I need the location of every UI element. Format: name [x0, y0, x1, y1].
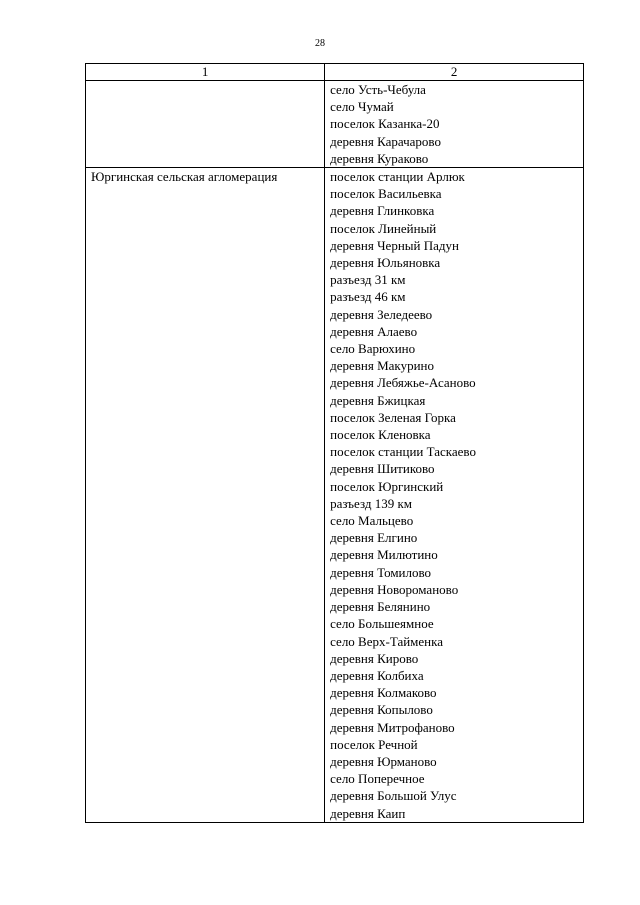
agglomeration-cell — [86, 168, 325, 823]
settlement-item: деревня Бжицкая — [330, 392, 426, 408]
settlement-item: деревня Карачарово — [330, 133, 441, 149]
settlement-item: деревня Елгино — [330, 530, 418, 546]
settlement-item: поселок Линейный — [330, 220, 437, 236]
settlement-item: деревня Колмаково — [330, 685, 437, 701]
settlement-item: деревня Лебяжье-Асаново — [330, 375, 476, 391]
settlement-item: разъезд 46 км — [330, 289, 406, 305]
column-header-1: 1 — [86, 64, 325, 81]
settlement-item: деревня Макурино — [330, 358, 434, 374]
settlement-item: поселок Речной — [330, 736, 418, 752]
settlement-item: деревня Новороманово — [330, 581, 459, 597]
settlement-item: поселок Кленовка — [330, 427, 431, 443]
settlement-item: село Большеямное — [330, 616, 434, 632]
settlement-item: поселок Зеленая Горка — [330, 409, 456, 425]
settlement-item: деревня Юльяновка — [330, 255, 441, 271]
settlement-item: поселок станции Таскаево — [330, 444, 476, 460]
settlement-item: деревня Митрофаново — [330, 719, 455, 735]
settlement-list — [330, 81, 578, 167]
settlement-item: поселок Казанка-20 — [330, 116, 440, 132]
settlement-item: село Чумай — [330, 99, 394, 115]
settlement-item: разъезд 31 км — [330, 272, 406, 288]
settlement-item: село Поперечное — [330, 771, 425, 787]
settlement-item: село Усть-Чебула — [330, 82, 426, 97]
settlement-item: деревня Глинковка — [330, 203, 435, 219]
settlement-item: деревня Черный Падун — [330, 237, 459, 253]
settlement-item: село Варюхино — [330, 341, 416, 357]
settlement-item: поселок станции Арлюк — [330, 169, 465, 185]
table-row — [86, 168, 584, 823]
settlements-cell — [325, 81, 584, 168]
settlement-item: поселок Васильевка — [330, 186, 442, 202]
settlement-item: деревня Кирово — [330, 650, 419, 666]
settlement-item: поселок Юргинский — [330, 478, 444, 494]
settlement-item: деревня Милютино — [330, 547, 438, 563]
table-row — [86, 81, 584, 168]
page-number: 28 — [315, 38, 325, 49]
settlements-cell — [325, 168, 584, 823]
settlement-item: разъезд 139 км — [330, 495, 413, 511]
settlement-item: деревня Шитиково — [330, 461, 435, 477]
settlement-item: деревня Томилово — [330, 564, 432, 580]
settlement-item: деревня Колбиха — [330, 667, 424, 683]
table-header-row — [86, 64, 584, 81]
table-body — [86, 81, 584, 823]
agglomeration-cell — [86, 81, 325, 168]
settlement-item: село Мальцево — [330, 513, 414, 529]
settlements-table — [85, 63, 584, 823]
settlement-item: деревня Каип — [330, 805, 406, 821]
settlement-item: деревня Зеледеево — [330, 306, 433, 322]
settlement-list — [330, 168, 578, 822]
agglomeration-name: Юргинская сельская агломерация — [91, 169, 278, 185]
settlement-item: деревня Юрманово — [330, 753, 437, 769]
settlement-item: деревня Белянино — [330, 599, 431, 615]
settlement-item: село Верх-Тайменка — [330, 633, 444, 649]
column-header-2: 2 — [325, 64, 584, 81]
settlement-item: деревня Кураково — [330, 150, 429, 166]
settlement-item: деревня Копылово — [330, 702, 433, 718]
settlement-item: деревня Большой Улус — [330, 788, 457, 804]
settlement-item: деревня Алаево — [330, 323, 418, 339]
